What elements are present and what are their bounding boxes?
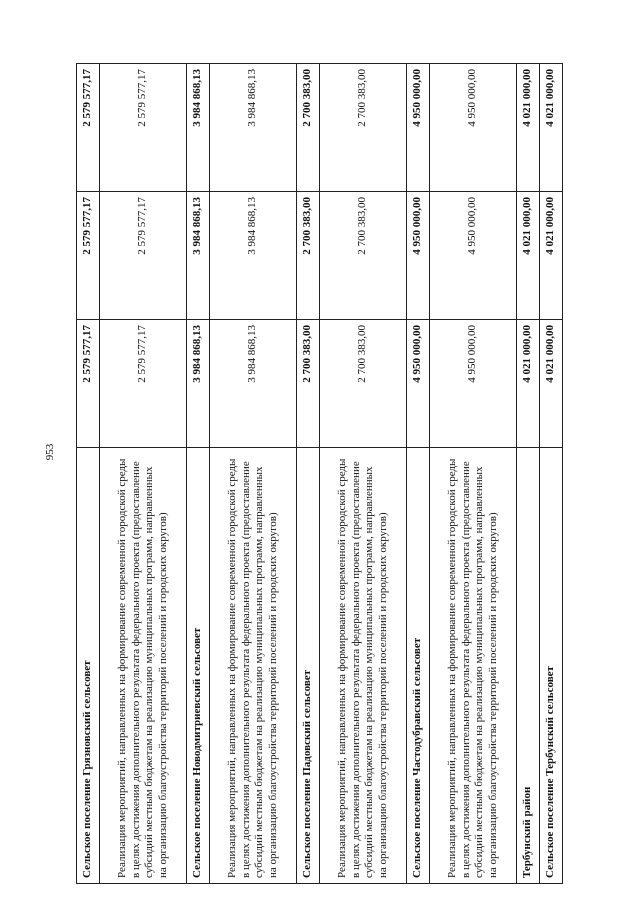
row-value-2: 2 579 577,17 [100,192,187,320]
row-value-2: 3 984 868,13 [187,192,210,320]
table-row [540,64,563,884]
page-number: 953 [44,443,56,461]
row-value-1: 3 984 868,13 [187,320,210,448]
row-value-2: 4 021 000,00 [540,192,563,320]
row-value-2: 2 700 383,00 [297,192,320,320]
row-value-3: 2 700 383,00 [297,64,320,192]
budget-table [76,63,563,884]
row-name: Реализация мероприятий, направленных на формирование современной городской среды в целях достижения дополнительного результата федерального проекта (предоставление субсидий местным бюджетам на реализацию муниципальных программ, направленных на организацию благоустройства территорий поселений и городских округов) [100,448,187,884]
table-row [77,64,100,884]
table-row [210,64,297,884]
table-row [297,64,320,884]
table-row [320,64,407,884]
row-name: Реализация мероприятий, направленных на формирование современной городской среды в целях достижения дополнительного результата федерального проекта (предоставление субсидий местным бюджетам на реализацию муниципальных программ, направленных на организацию благоустройства территорий поселений и городских округов) [430,448,517,884]
table-row [517,64,540,884]
row-value-1: 4 950 000,00 [430,320,517,448]
row-value-3: 2 579 577,17 [77,64,100,192]
row-value-2: 4 021 000,00 [517,192,540,320]
row-value-3: 4 950 000,00 [407,64,430,192]
row-value-2: 2 579 577,17 [77,192,100,320]
row-value-2: 2 700 383,00 [320,192,407,320]
row-value-3: 4 021 000,00 [540,64,563,192]
row-value-1: 4 950 000,00 [407,320,430,448]
row-value-2: 4 950 000,00 [430,192,517,320]
row-value-1: 3 984 868,13 [210,320,297,448]
row-value-2: 4 950 000,00 [407,192,430,320]
row-value-3: 4 021 000,00 [517,64,540,192]
table-row [407,64,430,884]
row-name: Сельское поселение Падовский сельсовет [297,448,320,884]
row-name: Тербунский район [517,448,540,884]
row-value-3: 2 700 383,00 [320,64,407,192]
row-name: Сельское поселение Частодубравский сельсовет [407,448,430,884]
row-value-3: 3 984 868,13 [210,64,297,192]
row-value-1: 4 021 000,00 [517,320,540,448]
table-row [100,64,187,884]
row-value-3: 4 950 000,00 [430,64,517,192]
row-name: Сельское поселение Грязновский сельсовет [77,448,100,884]
rotated-table-container [76,64,630,884]
row-value-1: 2 579 577,17 [100,320,187,448]
row-name: Реализация мероприятий, направленных на формирование современной городской среды в целях достижения дополнительного результата федерального проекта (предоставление субсидий местным бюджетам на реализацию муниципальных программ, направленных на организацию благоустройства территорий поселений и городских округов) [320,448,407,884]
row-value-1: 2 700 383,00 [320,320,407,448]
row-value-1: 2 579 577,17 [77,320,100,448]
row-value-1: 2 700 383,00 [297,320,320,448]
row-name: Реализация мероприятий, направленных на формирование современной городской среды в целях достижения дополнительного результата федерального проекта (предоставление субсидий местным бюджетам на реализацию муниципальных программ, направленных на организацию благоустройства территорий поселений и городских округов) [210,448,297,884]
row-value-3: 2 579 577,17 [100,64,187,192]
row-value-1: 4 021 000,00 [540,320,563,448]
table-row [430,64,517,884]
row-name: Сельское поселение Новодмитриевский сельсовет [187,448,210,884]
row-value-2: 3 984 868,13 [210,192,297,320]
row-name: Сельское поселение Тербунский сельсовет [540,448,563,884]
table-row [187,64,210,884]
row-value-3: 3 984 868,13 [187,64,210,192]
